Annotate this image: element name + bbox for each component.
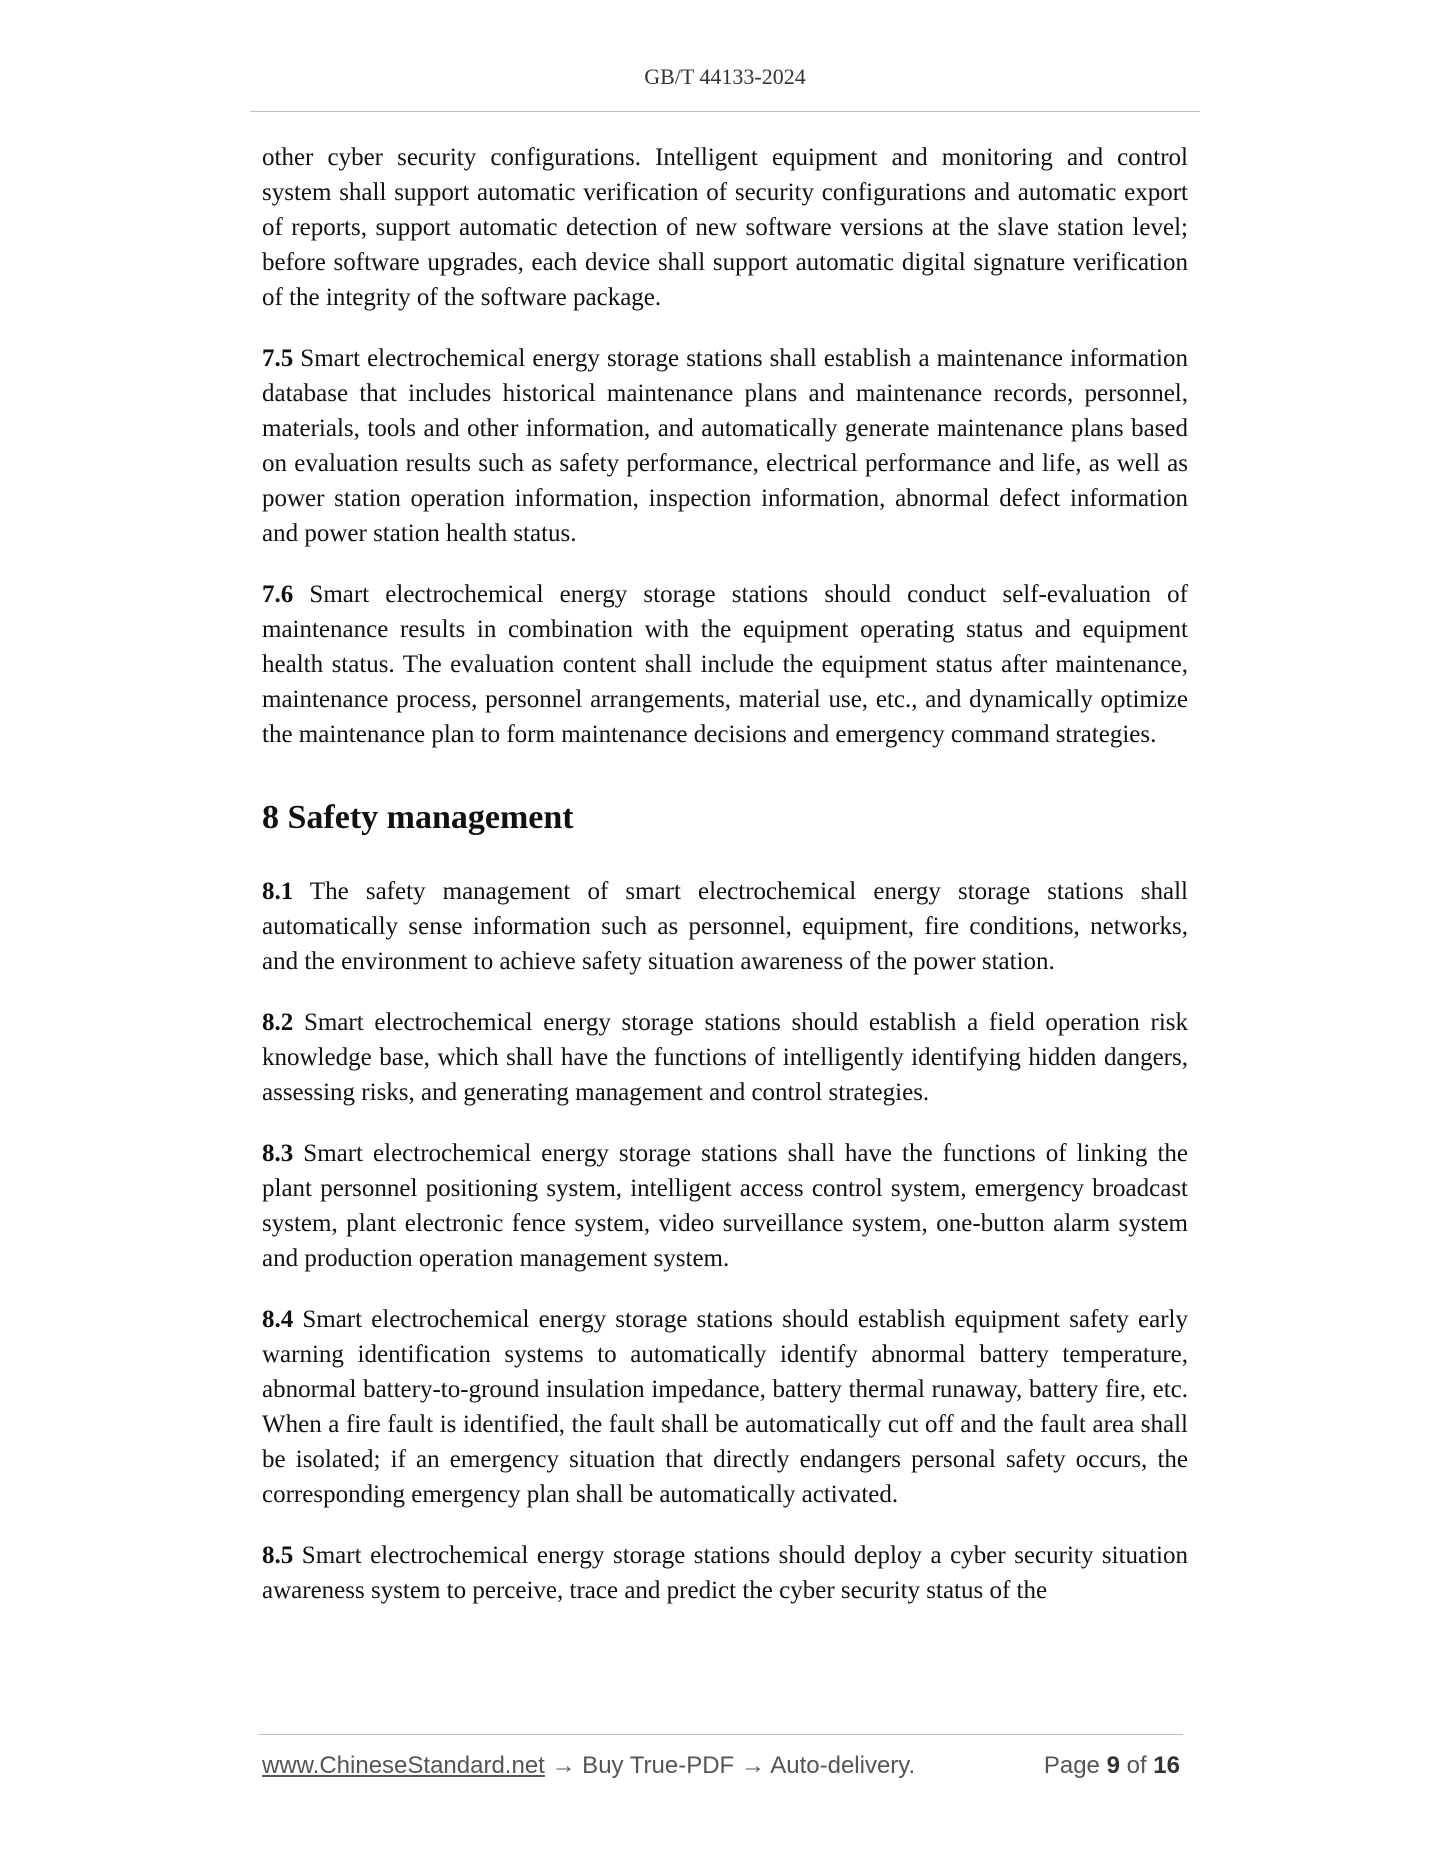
clause-text: Smart electrochemical energy storage stations should establish equipment safety early warning identification systems to automatically identify abnormal battery temperature, abnormal battery-to-ground insulation impedance, battery thermal runaway, battery fire, etc. When a fire fault is identified, the fault shall be automatically cut off and the fault area shall be isolated; if an emergency situation that directly endangers personal safety occurs, the corresponding emergency plan shall be automatically activated. [262,1306,1188,1508]
clause-7-5 [262,341,1188,551]
clause-text: Smart electrochemical energy storage stations should deploy a cyber security situation awareness system to perceive, trace and predict the cyber security status of the [262,1542,1188,1604]
clause-text: Smart electrochemical energy storage stations shall have the functions of linking the plant personnel positioning system, intelligent access control system, emergency broadcast system, plant electronic fence system, video surveillance system, one-button alarm system and production operation management system. [262,1140,1188,1272]
clause-text: The safety management of smart electrochemical energy storage stations shall automatically sense information such as personnel, equipment, fire conditions, networks, and the environment to achieve safety situation awareness of the power station. [262,878,1188,975]
promo-text: → Buy True-PDF → Auto-delivery. [544,1752,916,1779]
page-word: Page [1043,1752,1100,1779]
clause-8-3 [262,1136,1188,1276]
section-heading: 8 Safety management [262,799,574,836]
page-indicator [1044,1752,1180,1780]
page-footer [262,1752,1180,1780]
clause-text: Smart electrochemical energy storage stations shall establish a maintenance information database that includes historical maintenance plans and maintenance records, personnel, materials, tools and other information, and automatically generate maintenance plans based on evaluation results such as safety performance, electrical performance and life, as well as power station operation information, inspection information, abnormal defect information and power station health status. [262,345,1188,547]
footer-promo [262,1752,915,1780]
clause-8-1 [262,874,1188,979]
paragraph-continuation: other cyber security configurations. Intelligent equipment and monitoring and control system shall support automatic verification of security configurations and automatic export of reports, support automatic detection of new software versions at the slave station level; before software upgrades, each device shall support automatic digital signature verification of the integrity of the software package. [262,144,1188,311]
document-body [262,140,1188,1634]
footer-divider [258,1734,1183,1735]
clause-number: 7.6 [262,581,294,608]
clause-text: Smart electrochemical energy storage stations should establish a field operation risk knowledge base, which shall have the functions of intelligently identifying hidden dangers, assessing risks, and generating management and control strategies. [262,1009,1188,1106]
clause-number: 8.3 [262,1140,294,1167]
clause-8-2 [262,1005,1188,1110]
site-link[interactable]: www.ChineseStandard.net [262,1752,545,1779]
clause-8-5 [262,1538,1188,1608]
page-header-standard-code: GB/T 44133-2024 [644,64,806,89]
clause-7-6 [262,577,1188,752]
clause-number: 8.5 [262,1542,294,1569]
clause-number: 8.2 [262,1009,294,1036]
current-page-number: 9 [1106,1752,1120,1779]
clause-number: 7.5 [262,345,294,372]
total-pages-number: 16 [1153,1752,1180,1779]
clause-text: Smart electrochemical energy storage stations should conduct self-evaluation of maintenance results in combination with the equipment operating status and equipment health status. The evaluation content shall include the equipment status after maintenance, maintenance process, personnel arrangements, material use, etc., and dynamically optimize the maintenance plan to form maintenance decisions and emergency command strategies. [262,581,1188,748]
clause-number: 8.1 [262,878,294,905]
header-divider [250,111,1200,112]
clause-8-4 [262,1302,1188,1512]
clause-number: 8.4 [262,1306,294,1333]
of-word: of [1126,1752,1147,1779]
